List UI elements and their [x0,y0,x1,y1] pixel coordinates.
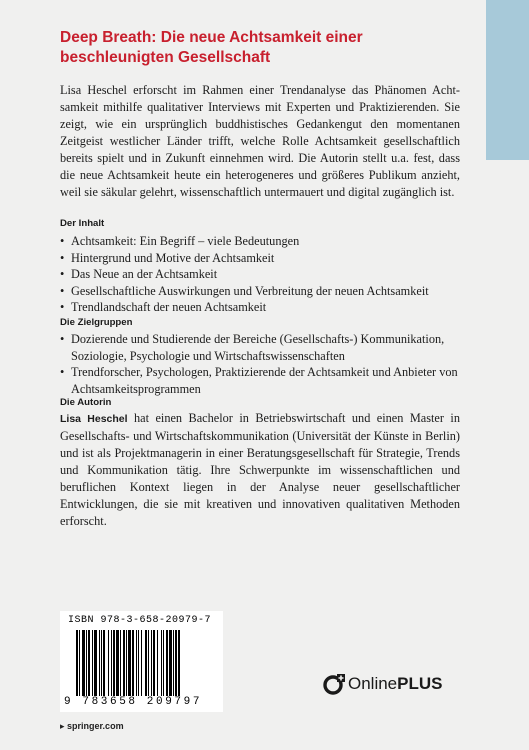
list-item: • Hintergrund und Motive der Achtsamkeit [60,250,460,267]
accent-bar [486,0,529,160]
heading-inhalt: Der Inhalt [60,218,105,229]
intro-paragraph: Lisa Heschel erforscht im Rahmen einer Trendanalyse das Phänomen Achtsamkeit mithilfe qualitativer Interviews mit Experten und Praktizierenden. Sie zeigt, wie ein ursprünglich buddhistisches Gedankengut den momentanen Zeitgeist westlicher Länder trifft, welche Rolle Achtsamkeit gesellschaftlich bereits spielt und in Zukunft einnehmen wird. Die Autorin stellt u.a. fest, dass die neue Achtsamkeit heute ein heterogeneres und größeres Publikum anzieht, weil sie säkular gelehrt, wissenschaftlich untermauert und digital zugänglich ist. [60,83,460,199]
list-item: • Dozierende und Studierende der Bereiche (Gesellschafts-) Kommunikation, Soziologie, Psychologie und Wirtschaftswissenschaften [60,331,460,364]
author-bio-text: hat einen Bachelor in Betriebswirtschaft und einen Master in Gesellschafts- und Wirtschaftskommunikation (Universität der Künste in Berlin) und ist als Projektmanagerin in einer Beratungsgesellschaft für Strategie, Trends und Kommunikation tätig. Ihre Schwerpunkte im wissenschaftlichen und beruflichen Kontext liegen in der Analyse neuer gesellschaftlicher Entwicklungen, die sie mit kreativen und innovativen qualitativen Methoden erforscht. [60,411,460,528]
author-bio [60,410,460,530]
list-item: • Trendforscher, Psychologen, Praktizierende der Achtsamkeit und Anbieter von Achtsamkeitsprogrammen [60,364,460,397]
heading-autorin: Die Autorin [60,397,112,408]
author-name: Lisa Heschel [60,413,128,425]
heading-zielgruppen: Die Zielgruppen [60,317,133,328]
list-item: • Trendlandschaft der neuen Achtsamkeit [60,299,460,316]
logo-text-online: Online [348,674,398,693]
online-plus-logo-icon [323,673,345,695]
barcode-icon [76,630,211,696]
logo-text-plus: PLUS [397,674,443,693]
title-line-2: beschleunigten Gesellschaft [60,49,271,66]
list-inhalt [60,233,460,316]
isbn-number: ISBN 978-3-658-20979-7 [68,615,212,626]
website-link[interactable] [60,721,124,732]
isbn-barcode [60,611,223,712]
list-item: • Achtsamkeit: Ein Begriff – viele Bedeutungen [60,233,460,250]
arrow-icon: ▸ [60,721,65,731]
ean-digits: 9 783658 209797 [64,696,203,708]
title-line-1: Deep Breath: Die neue Achtsamkeit einer [60,29,363,46]
website-text: springer.com [67,721,124,731]
list-zielgruppen [60,331,460,397]
list-item: • Das Neue an der Achtsamkeit [60,266,460,283]
list-item: • Gesellschaftliche Auswirkungen und Verbreitung der neuen Achtsamkeit [60,283,460,300]
book-title [60,28,460,68]
online-plus-logo [323,672,442,696]
